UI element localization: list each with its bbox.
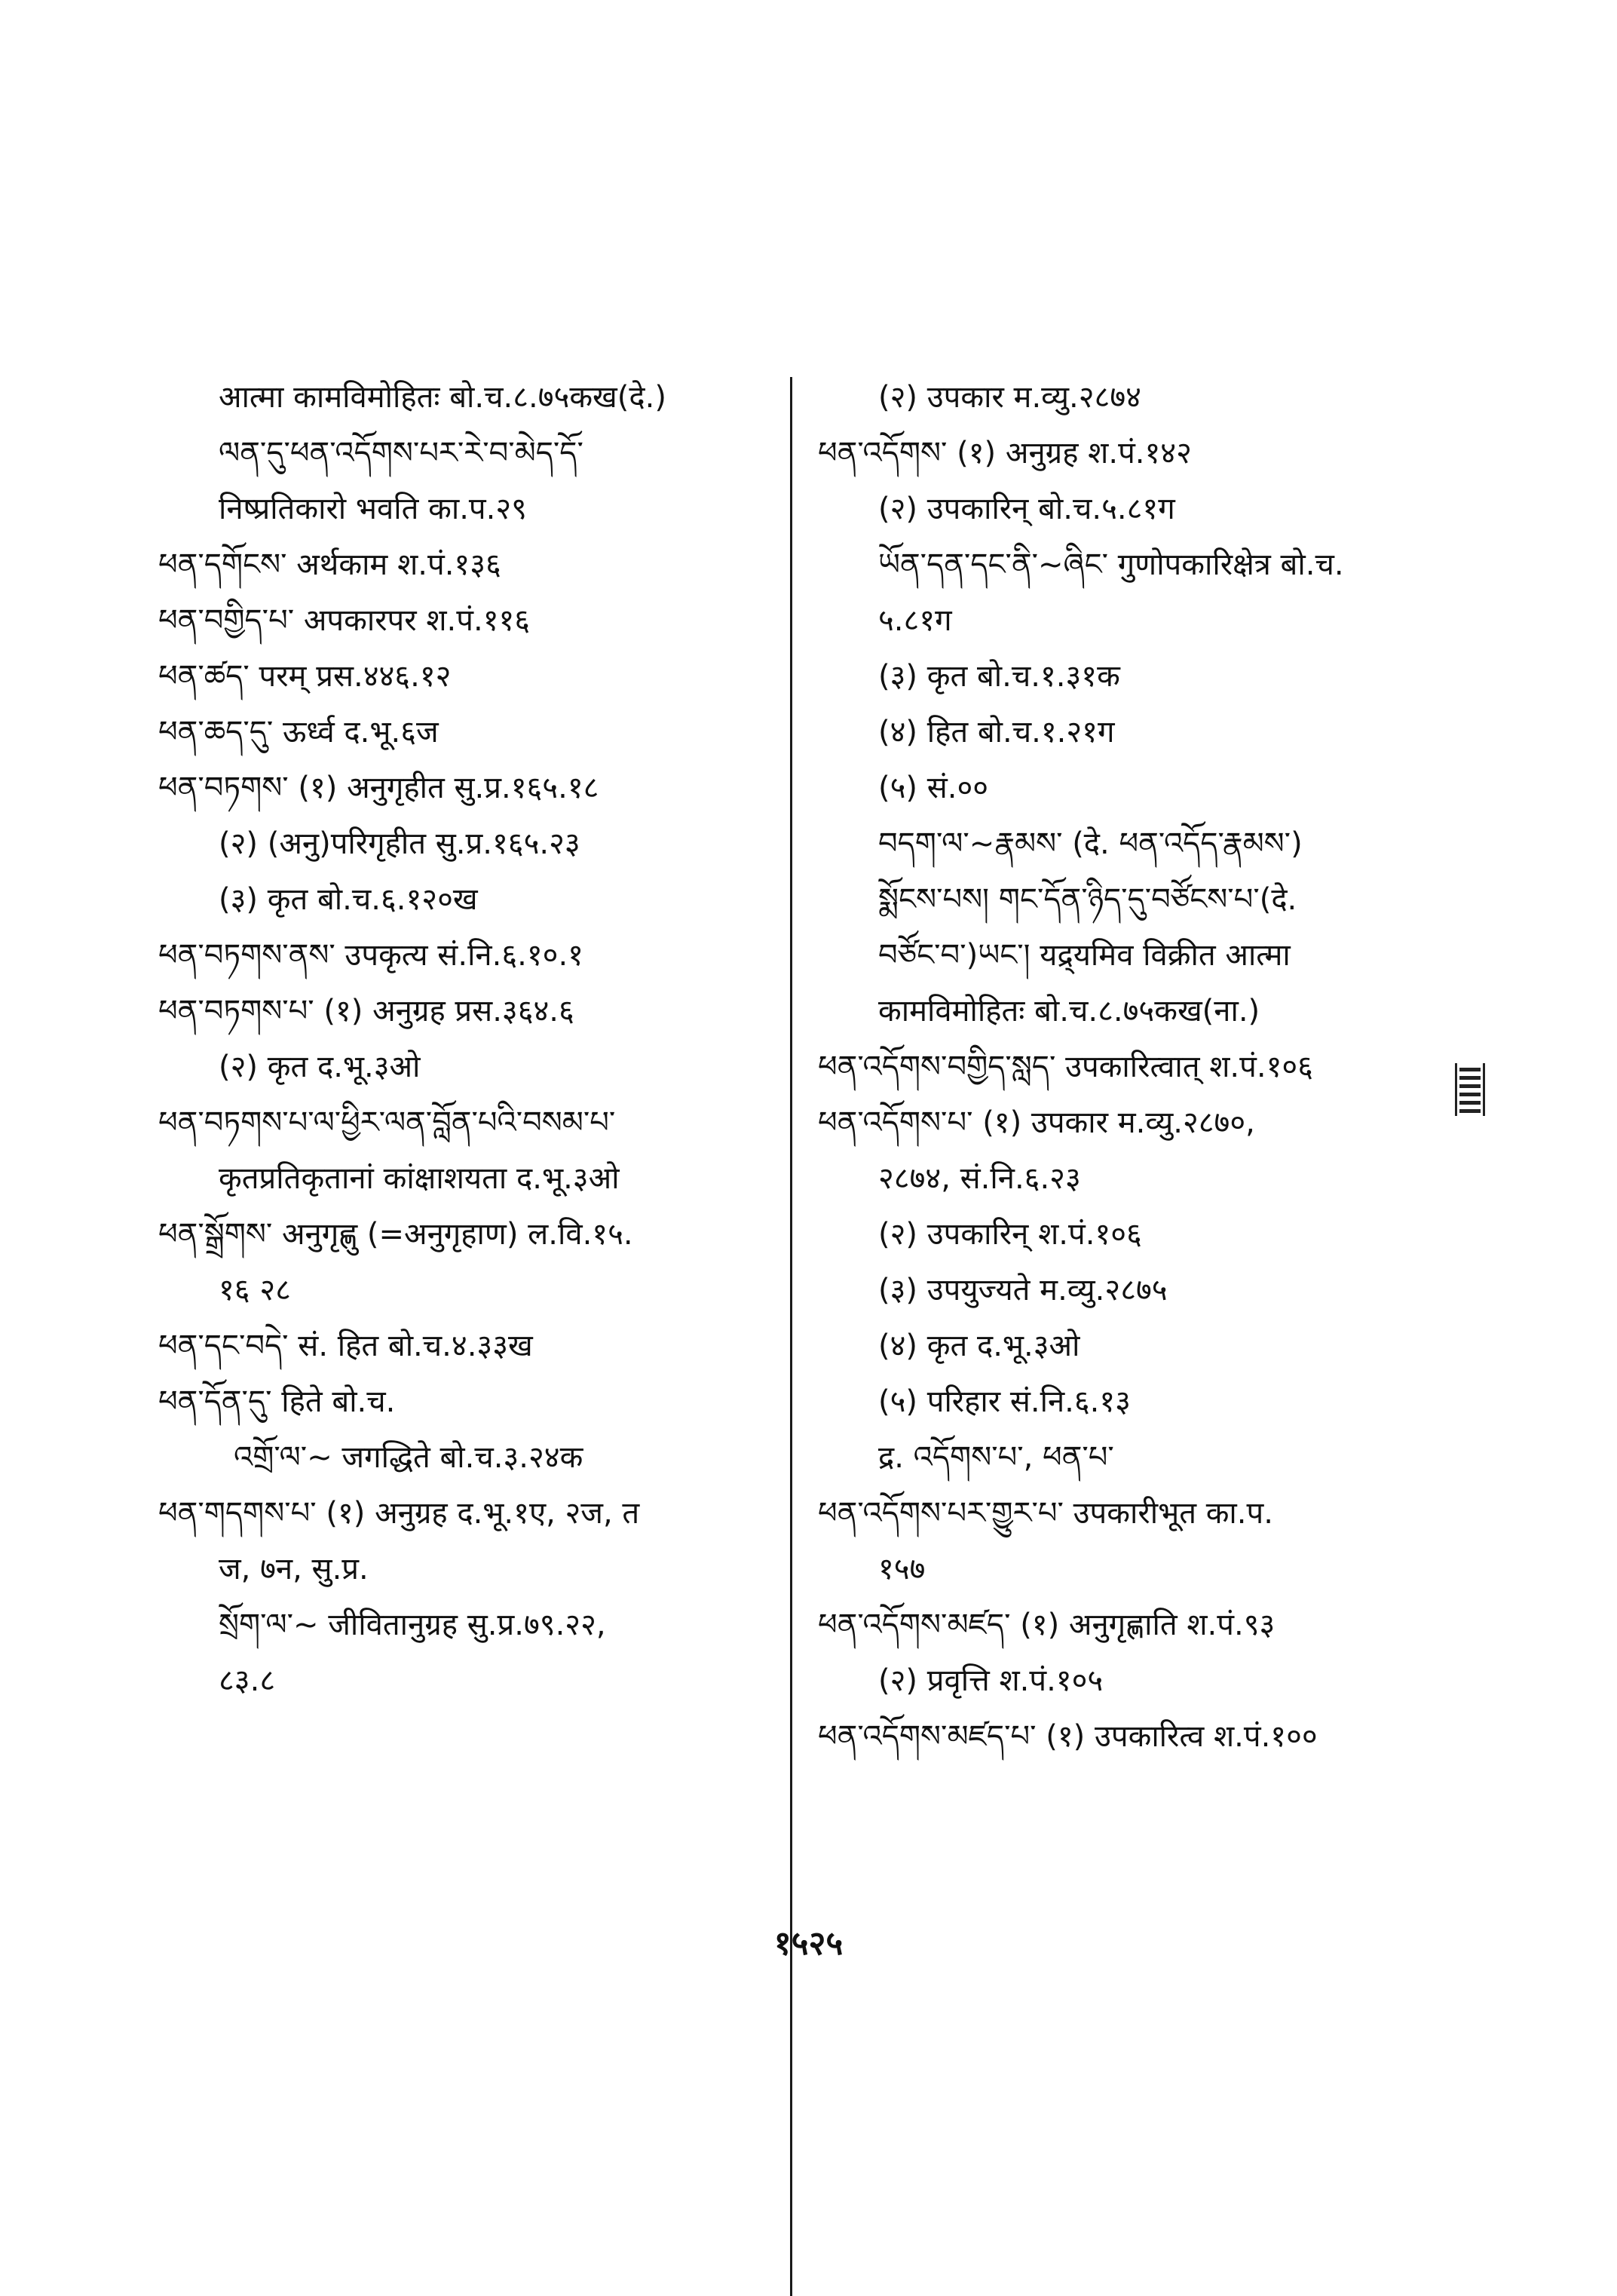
entry-line: ५.८१ग <box>878 603 952 638</box>
right-column <box>818 369 1444 1764</box>
column-divider <box>790 377 792 2296</box>
entry-line: སྲོག་ལ་~ जीवितानुग्रह सु.प्र.७९.२२, <box>219 1608 606 1642</box>
entry-line: ཕན་འདོགས་མཛད་པ་ (१) उपकारित्व श.पं.१०० <box>818 1719 1318 1754</box>
entry-line: ཕན་འདོགས་པ་ (१) उपकार म.व्यु.२८७०, <box>818 1105 1255 1140</box>
entry-line: ཕན་གདགས་པ་ (१) अनुग्रह द.भू.१ए, २ज, त <box>158 1496 640 1531</box>
entry-line: ཕན་འདོགས་བགྱིད་སླད་ उपकारित्वात् श.पं.१०६ <box>818 1050 1313 1084</box>
entry-line: ཕན་བཏགས་ནས་ उपकृत्य सं.नि.६.१०.१ <box>158 938 583 973</box>
entry-line: ཕན་བཏགས་པ་ལ་ཕྱིར་ལན་བློན་པའི་བསམ་པ་ <box>158 1105 616 1140</box>
entry-line: (३) उपयुज्यते म.व्यु.२८७५ <box>878 1273 1168 1307</box>
entry-line: ཕན་དོན་དུ་ हिते बो.च. <box>158 1384 396 1419</box>
entry-line: कृतप्रतिकृतानां कांक्षाशयता द.भू.३ओ <box>219 1161 620 1196</box>
entry-line: ཡོན་དན་དང་ནི་~ཞིང་ गुणोपकारिक्षेत्र बो.च. <box>878 547 1344 582</box>
entry-line: (५) सं.०० <box>878 771 989 805</box>
entry-line: ८३.८ <box>219 1663 276 1698</box>
entry-line: (४) हित बो.च.१.२१ग <box>878 715 1115 749</box>
entry-line: द्र. འདོགས་པ་, ཕན་པ་ <box>878 1440 1114 1475</box>
entry-line: आत्मा कामविमोहितः बो.च.८.७५कख(दे.) <box>219 380 666 415</box>
entry-line: ཕན་འདོགས་པར་གྱུར་པ་ उपकारीभूत का.प. <box>818 1496 1273 1531</box>
entry-line: २८७४, सं.नि.६.२३ <box>878 1161 1081 1196</box>
entry-line: སྨོངས་པས། གང་དོན་ཉིད་དུ་བཙོངས་པ་(दे. <box>878 882 1297 917</box>
entry-line: निष्प्रतिकारो भवति का.प.२९ <box>219 492 527 526</box>
entry-line: ཕན་འདོགས་ (१) अनुग्रह श.पं.१४२ <box>818 436 1192 471</box>
entry-line: ཕན་བཏགས་པ་ (१) अनुग्रह प्रस.३६४.६ <box>158 994 574 1028</box>
entry-line: कामविमोहितः बो.च.८.७५कख(ना.) <box>878 994 1260 1028</box>
entry-line: (२) प्रवृत्ति श.पं.१०५ <box>878 1663 1104 1698</box>
left-column <box>158 369 784 1709</box>
entry-line: ཕན་འདོགས་མཛད་ (१) अनुगृह्णाति श.पं.९३ <box>818 1608 1276 1642</box>
entry-line: (३) कृत बो.च.६.१२०ख <box>219 882 478 917</box>
entry-line: བཙོང་བ་)ཡང་། यद्र्यमिव विक्रीत आत्मा <box>878 938 1291 973</box>
entry-line: ཕན་བཏགས་ (१) अनुगृहीत सु.प्र.१६५.१८ <box>158 771 599 805</box>
entry-line: ཕན་སྒྲོགས་ अनुगृह्णु (=अनुगृहाण) ल.वि.१५. <box>158 1217 633 1252</box>
entry-line: ཕན་དགོངས་ अर्थकाम श.पं.१३६ <box>158 547 501 582</box>
entry-line: (२) उपकारिन् श.पं.१०६ <box>878 1217 1142 1252</box>
entry-line: བདག་ལ་~རྣམས་ (दे. ཕན་འདོད་རྣམས་) <box>878 826 1303 861</box>
entry-line: (४) कृत द.भू.३ओ <box>878 1329 1080 1363</box>
entry-line: ལན་དུ་ཕན་འདོགས་པར་རེ་བ་མེད་དོ་ <box>219 436 583 471</box>
entry-line: १६ २८ <box>219 1273 291 1307</box>
entry-line: ज, ७न, सु.प्र. <box>219 1552 369 1586</box>
entry-line: ཕན་ཚད་ परम् प्रस.४४६.१२ <box>158 659 452 694</box>
margin-mark-icon <box>1455 1063 1485 1116</box>
entry-line: (२) उपकारिन् बो.च.५.८१ग <box>878 492 1175 526</box>
entry-line: འགྲོ་ལ་~ जगद्धिते बो.च.३.२४क <box>234 1440 583 1475</box>
entry-line: (३) कृत बो.च.१.३१क <box>878 659 1120 694</box>
page-number: १५२५ <box>773 1924 844 1963</box>
entry-line: ཕན་དང་བདེ་ सं. हित बो.च.४.३३ख <box>158 1329 533 1363</box>
entry-line: ཕན་ཆད་དུ་ ऊर्ध्व द.भू.६ज <box>158 715 439 749</box>
entry-line: (२) कृत द.भू.३ओ <box>219 1050 421 1084</box>
entry-line: (२) उपकार म.व्यु.२८७४ <box>878 380 1141 415</box>
entry-line: ཕན་བགྱིད་པ་ अपकारपर श.पं.११६ <box>158 603 531 638</box>
entry-line: १५७ <box>878 1552 926 1586</box>
entry-line: (२) (अनु)परिगृहीत सु.प्र.१६५.२३ <box>219 826 580 861</box>
entry-line: (५) परिहार सं.नि.६.१३ <box>878 1384 1131 1419</box>
